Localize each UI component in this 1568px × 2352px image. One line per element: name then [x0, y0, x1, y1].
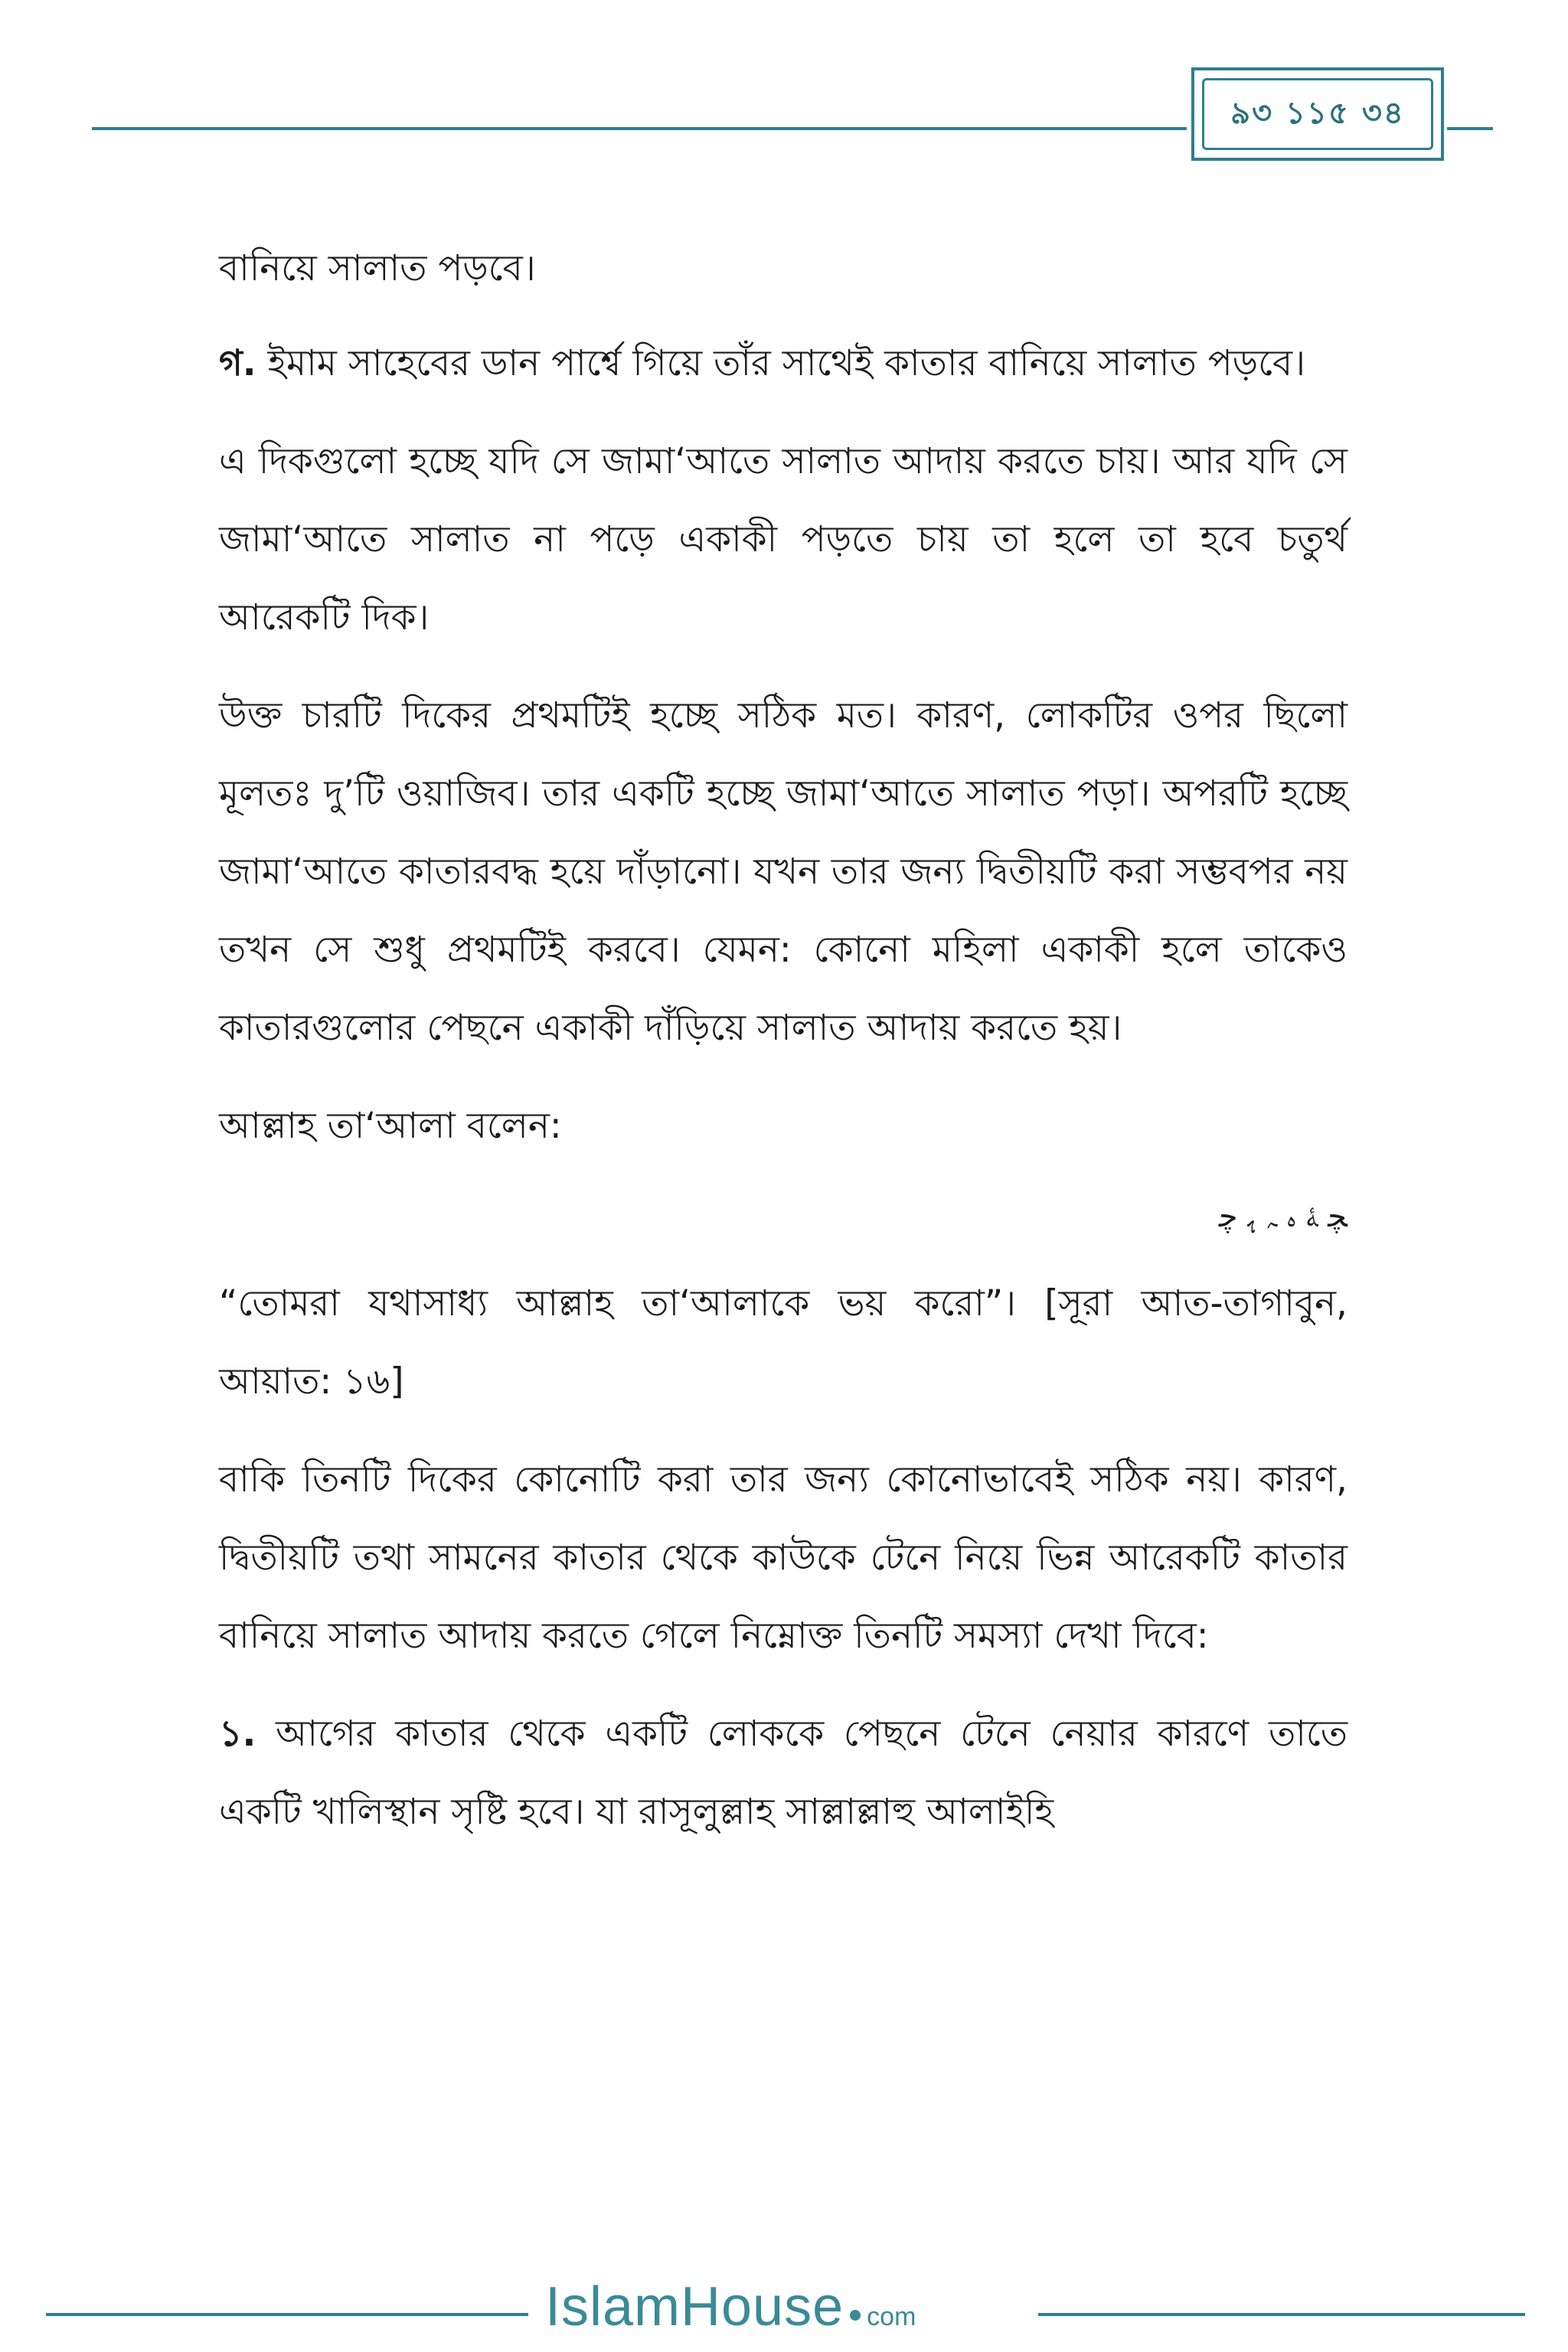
- paragraph-5: আল্লাহ তা‘আলা বলেন:: [219, 1105, 562, 1147]
- page-number-inner-frame: [1202, 78, 1433, 150]
- list-marker-ga: গ.: [219, 342, 256, 384]
- paragraph-7: বাকি তিনটি দিকের কোনোটি করা তার জন্য কোনোভাবেই সঠিক নয়। কারণ, দ্বিতীয়টি তথা সামনের কাতার থেকে কাউকে টেনে নিয়ে ভিন্ন আরেকটি কাতার বানিয়ে সালাত আদায় করতে গেলে নিম্নোক্ত তিনটি সমস্যা দেখা দিবে:: [219, 1459, 1348, 1657]
- footer-rule-right: [1038, 2313, 1525, 2316]
- page-number-frame: [1191, 67, 1444, 161]
- paragraph-4: উক্ত চারটি দিকের প্রথমটিই হচ্ছে সঠিক মত। কারণ, লোকটির ওপর ছিলো মূলতঃ দু’টি ওয়াজিব। তার একটি হচ্ছে জামা‘আতে সালাত পড়া। অপরটি হচ্ছে জামা‘আতে কাতারবদ্ধ হয়ে দাঁড়ানো। যখন তার জন্য দ্বিতীয়টি করা সম্ভবপর নয় তখন সে শুধু প্রথমটিই করবে। যেমন: কোনো মহিলা একাকী হলে তাকেও কাতারগুলোর পেছনে একাকী দাঁড়িয়ে সালাত আদায় করতে হয়।: [219, 694, 1348, 1049]
- paragraph-1: বানিয়ে সালাত পড়বে।: [219, 247, 536, 289]
- paragraph-6: “তোমরা যথাসাধ্য আল্লাহ তা‘আলাকে ভয় করো”। [সূরা আত-তাগাবুন, আয়াত: ১৬]: [219, 1282, 1348, 1403]
- paragraph-2-text: ইমাম সাহেবের ডান পার্শ্বে গিয়ে তাঁর সাথেই কাতার বানিয়ে সালাত পড়বে।: [256, 342, 1305, 384]
- header-rule-right: [1447, 127, 1493, 130]
- paragraph-2: [219, 325, 1348, 403]
- page-number: ৯৩ ১১৫ ৩৪: [1230, 94, 1405, 131]
- footer-logo: [545, 2275, 916, 2352]
- arabic-verse: ﭽ ﮥ ﮦ ﮧ ﮨ ﭼ: [1218, 1199, 1348, 1234]
- page-body: [219, 230, 1348, 1871]
- footer-rule-left: [46, 2313, 528, 2316]
- paragraph-8-text: আগের কাতার থেকে একটি লোককে পেছনে টেনে নেয়ার কারণে তাতে একটি খালিস্থান সৃষ্টি হবে। যা রাসূলুল্লাহ সাল্লাল্লাহু আলাইহি: [219, 1713, 1348, 1833]
- header-rule-left: [92, 127, 1187, 130]
- brand-suffix: com: [867, 2302, 916, 2331]
- paragraph-8: [219, 1695, 1348, 1851]
- brand-name: IslamHouse: [545, 2276, 844, 2337]
- list-marker-1: ১.: [219, 1713, 256, 1755]
- brand-dot-icon: [850, 2310, 861, 2321]
- paragraph-3: এ দিকগুলো হচ্ছে যদি সে জামা‘আতে সালাত আদায় করতে চায়। আর যদি সে জামা‘আতে সালাত না পড়ে একাকী পড়তে চায় তা হলে তা হবে চতুর্থ আরেকটি দিক।: [219, 440, 1348, 639]
